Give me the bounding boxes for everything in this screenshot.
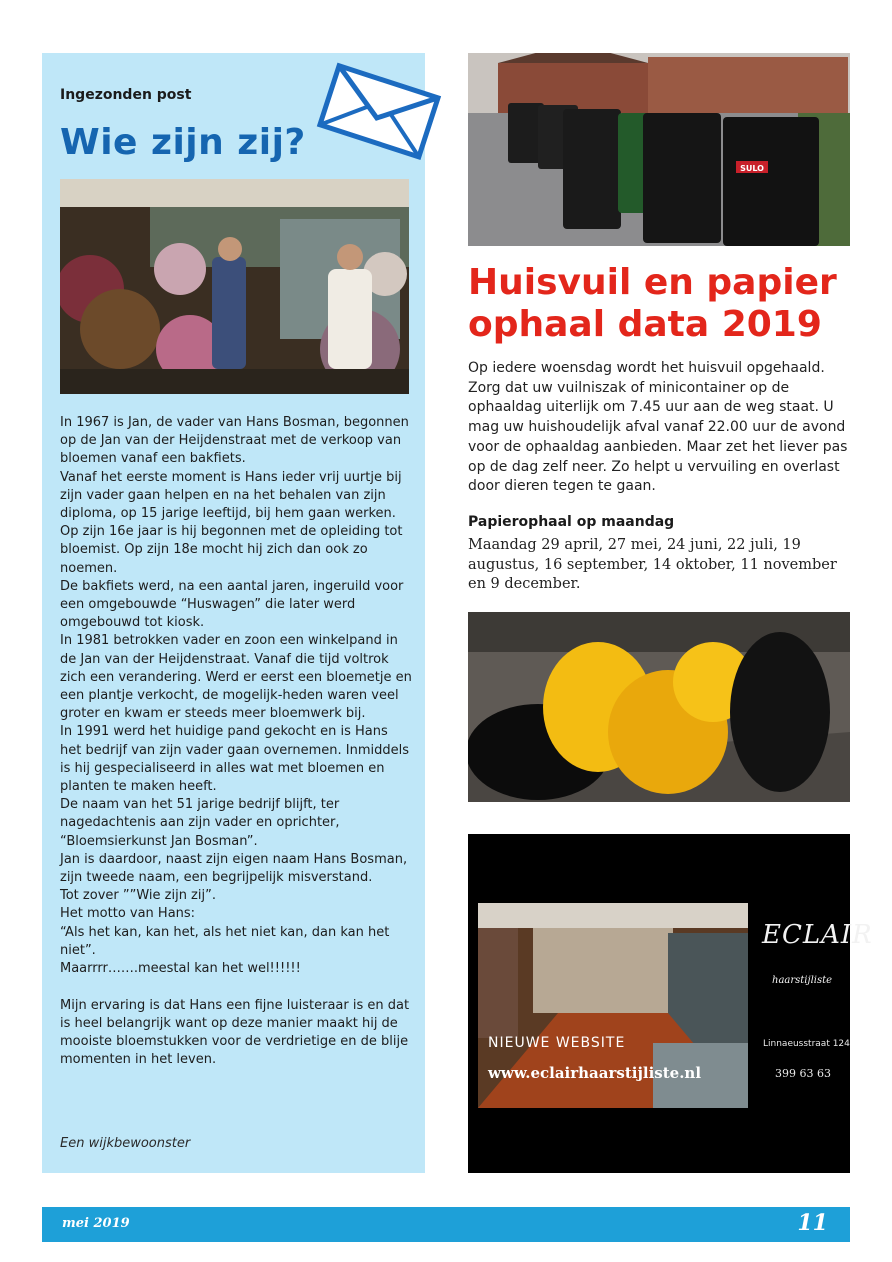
section-kicker: Ingezonden post <box>60 87 192 103</box>
issue-date: mei 2019 <box>62 1216 130 1231</box>
waste-title: Huisvuil en papier ophaal data 2019 <box>468 262 837 345</box>
paragraph: Maarrrr…….meestal kan het wel!!!!!! <box>60 961 301 977</box>
article-title: Wie zijn zij? <box>60 122 306 163</box>
envelope-icon <box>313 62 443 160</box>
article-body <box>60 414 412 1069</box>
florist-photo <box>60 179 409 394</box>
salon-address: Linnaeusstraat 124 <box>763 1039 850 1049</box>
paragraph: In 1991 werd het huidige pand gekocht en is Hans het bedrijf van zijn vader gaan overnemen. Inmiddels is hij gespecialiseerd in alles wat met bloemen en planten te maken heeft. <box>60 724 410 795</box>
waste-bins-photo <box>468 53 850 246</box>
salon-subtitle: haarstijliste <box>772 975 833 986</box>
paper-collection-dates: Maandag 29 april, 27 mei, 24 juni, 22 juli, 19 augustus, 16 september, 14 oktober, 11 november en 9 december. <box>468 537 837 593</box>
waste-body: Op iedere woensdag wordt het huisvuil opgehaald. Zorg dat uw vuilniszak of minicontainer op de ophaaldag uiterlijk om 7.45 uur aan de weg staat. U mag uw huishoudelijk afval vanaf 22.00 uur de avond voor de ophaaldag aanbieden. Maar zet het liever pas op de dag zelf neer. Zo helpt u vervuiling en overlast door dieren tegen te gaan. <box>468 360 848 495</box>
paragraph: Tot zover ””Wie zijn zij”. <box>60 888 216 904</box>
paragraph: De naam van het 51 jarige bedrijf blijft, ter nagedachtenis aan zijn vader en oprichter, “Bloemsierkunst Jan Bosman”. <box>60 797 340 849</box>
bin-brand-label: SULO <box>740 164 764 173</box>
page-number: 11 <box>797 1210 828 1236</box>
paragraph: In 1967 is Jan, de vader van Hans Bosman, begonnen op de Jan van der Heijdenstraat met de verkoop van bloemen vanaf een bakfiets. <box>60 415 409 467</box>
paragraph: “Als het kan, kan het, als het niet kan, dan kan het niet”. <box>60 924 390 958</box>
salon-phone: 399 63 63 <box>775 1067 831 1080</box>
garbage-bags-photo <box>468 612 850 802</box>
salon-advertisement <box>468 834 873 1173</box>
ad-website: www.eclairhaarstijliste.nl <box>488 1064 702 1082</box>
paragraph-spacer <box>60 978 412 996</box>
paragraph: Het motto van Hans: <box>60 906 196 922</box>
page-footer <box>42 1207 850 1242</box>
article-signature: Een wijkbewoonster <box>60 1136 191 1151</box>
paragraph: In 1981 betrokken vader en zoon een winkelpand in de Jan van der Heijdenstraat. Vanaf die tijd voltrok zich een verandering. Werd er eerst een bloemetje en een plantje verkocht, de mogelijk-heden waren veel groter en kwam er steeds meer bloemwerk bij. <box>60 633 412 722</box>
paragraph: Mijn ervaring is dat Hans een fijne luisteraar is en dat is heel belangrijk want op deze manier maakt hij de mooiste bloemstukken voor de verdrietige en de blije momenten in het leven. <box>60 997 410 1068</box>
paper-collection-heading: Papierophaal op maandag <box>468 514 675 530</box>
paragraph: Op zijn 16e jaar is hij begonnen met de opleiding tot bloemist. Op zijn 18e mocht hij zich dan ook zo noemen. <box>60 524 403 576</box>
salon-brand: ECLAIR <box>762 920 873 950</box>
ad-headline: NIEUWE WEBSITE <box>488 1035 626 1051</box>
paragraph: Vanaf het eerste moment is Hans ieder vrij uurtje bij zijn vader gaan helpen en na het behalen van zijn diploma, op 15 jarige leeftijd, bij hem gaan werken. <box>60 469 402 522</box>
paragraph: Jan is daardoor, naast zijn eigen naam Hans Bosman, zijn tweede naam, een begrijpelijk misverstand. <box>60 851 408 886</box>
paragraph: De bakfiets werd, na een aantal jaren, ingeruild voor een omgebouwde “Huswagen” die later werd omgebouwd tot kiosk. <box>60 578 404 631</box>
